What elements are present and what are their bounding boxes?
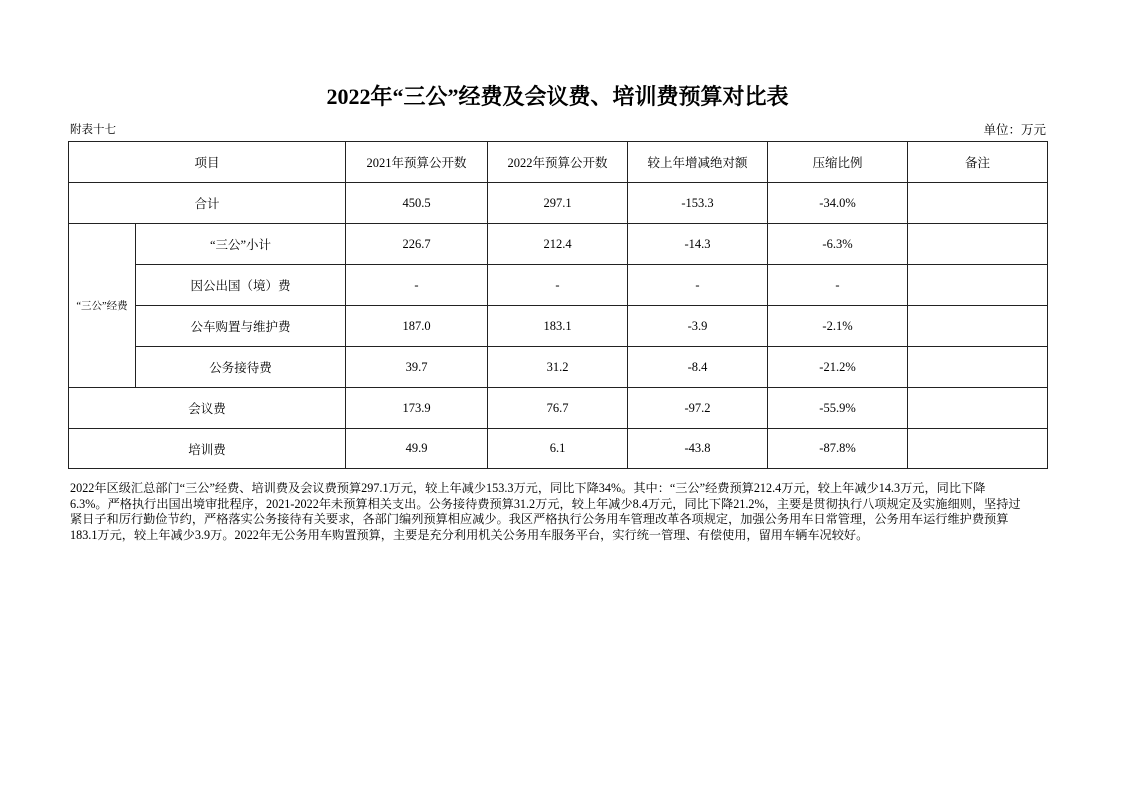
- cell-ratio: -2.1%: [768, 306, 908, 347]
- cell-ratio: -: [768, 265, 908, 306]
- cell-ratio: -87.8%: [768, 429, 908, 469]
- group-label-sangong: “三公”经费: [69, 224, 136, 388]
- cell-change: -: [628, 265, 768, 306]
- cell-change: -3.9: [628, 306, 768, 347]
- row-label: 会议费: [69, 388, 346, 429]
- budget-comparison-table: [68, 141, 1048, 469]
- page-title: 2022年“三公”经费及会议费、培训费预算对比表: [326, 84, 789, 109]
- attachment-label: 附表十七: [70, 124, 116, 136]
- note-line: 2022年区级汇总部门“三公”经费、培训费及会议费预算297.1万元，较上年减少153.3万元，同比下降34%。其中：“三公”经费预算212.4万元，较上年减少14.3万元，同比下降: [70, 481, 986, 495]
- cell-remark: [908, 388, 1048, 429]
- cell-remark: [908, 429, 1048, 469]
- cell-ratio: -21.2%: [768, 347, 908, 388]
- note-line: 紧日子和厉行勤俭节约，严格落实公务接待有关要求，各部门编列预算相应减少。我区严格执行公务用车管理改革各项规定，加强公务用车日常管理，公务用车运行维护费预算: [70, 512, 1009, 527]
- cell-change: -43.8: [628, 429, 768, 469]
- cell-2021: 450.5: [346, 183, 488, 224]
- cell-ratio: -6.3%: [768, 224, 908, 265]
- row-label: 因公出国（境）费: [136, 265, 346, 306]
- row-label: “三公”小计: [136, 224, 346, 265]
- header-remark: 备注: [908, 142, 1048, 183]
- cell-2021: 226.7: [346, 224, 488, 265]
- cell-ratio: -55.9%: [768, 388, 908, 429]
- cell-change: -8.4: [628, 347, 768, 388]
- table-row-training: [69, 429, 1048, 469]
- row-label: 合计: [69, 183, 346, 224]
- cell-2021: -: [346, 265, 488, 306]
- row-label: 公务接待费: [136, 347, 346, 388]
- cell-2021: 49.9: [346, 429, 488, 469]
- cell-2021: 173.9: [346, 388, 488, 429]
- cell-change: -14.3: [628, 224, 768, 265]
- table-header-row: [69, 142, 1048, 183]
- table-row-vehicles: [69, 306, 1048, 347]
- table-row-meeting: [69, 388, 1048, 429]
- cell-remark: [908, 306, 1048, 347]
- cell-change: -97.2: [628, 388, 768, 429]
- row-label: 公车购置与维护费: [136, 306, 346, 347]
- budget-explanation-note: [70, 481, 1050, 544]
- table-row-reception: [69, 347, 1048, 388]
- header-change: 较上年增减绝对额: [628, 142, 768, 183]
- cell-remark: [908, 224, 1048, 265]
- cell-2022: -: [488, 265, 628, 306]
- header-2021-budget: 2021年预算公开数: [346, 142, 488, 183]
- table-row-sangong-subtotal: [69, 224, 1048, 265]
- cell-remark: [908, 347, 1048, 388]
- note-line: 6.3%。严格执行出国出境审批程序，2021-2022年未预算相关支出。公务接待费预算31.2万元，较上年减少8.4万元，同比下降21.2%，主要是贯彻执行八项规定及实施细则，坚持过: [70, 496, 1021, 511]
- table-row-total: [69, 183, 1048, 224]
- cell-remark: [908, 183, 1048, 224]
- cell-remark: [908, 265, 1048, 306]
- header-ratio: 压缩比例: [768, 142, 908, 183]
- header-item: 项目: [69, 142, 346, 183]
- cell-2022: 31.2: [488, 347, 628, 388]
- header-2022-budget: 2022年预算公开数: [488, 142, 628, 183]
- note-line: 183.1万元，较上年减少3.9万。2022年无公务用车购置预算，主要是充分利用机关公务用车服务平台，实行统一管理、有偿使用，留用车辆车况较好。: [70, 528, 869, 543]
- cell-2022: 76.7: [488, 388, 628, 429]
- cell-2022: 297.1: [488, 183, 628, 224]
- cell-ratio: -34.0%: [768, 183, 908, 224]
- table-row-overseas: [69, 265, 1048, 306]
- cell-2022: 183.1: [488, 306, 628, 347]
- cell-2022: 212.4: [488, 224, 628, 265]
- cell-2022: 6.1: [488, 429, 628, 469]
- cell-2021: 39.7: [346, 347, 488, 388]
- cell-change: -153.3: [628, 183, 768, 224]
- cell-2021: 187.0: [346, 306, 488, 347]
- unit-label: 单位：万元: [983, 123, 1046, 137]
- row-label: 培训费: [69, 429, 346, 469]
